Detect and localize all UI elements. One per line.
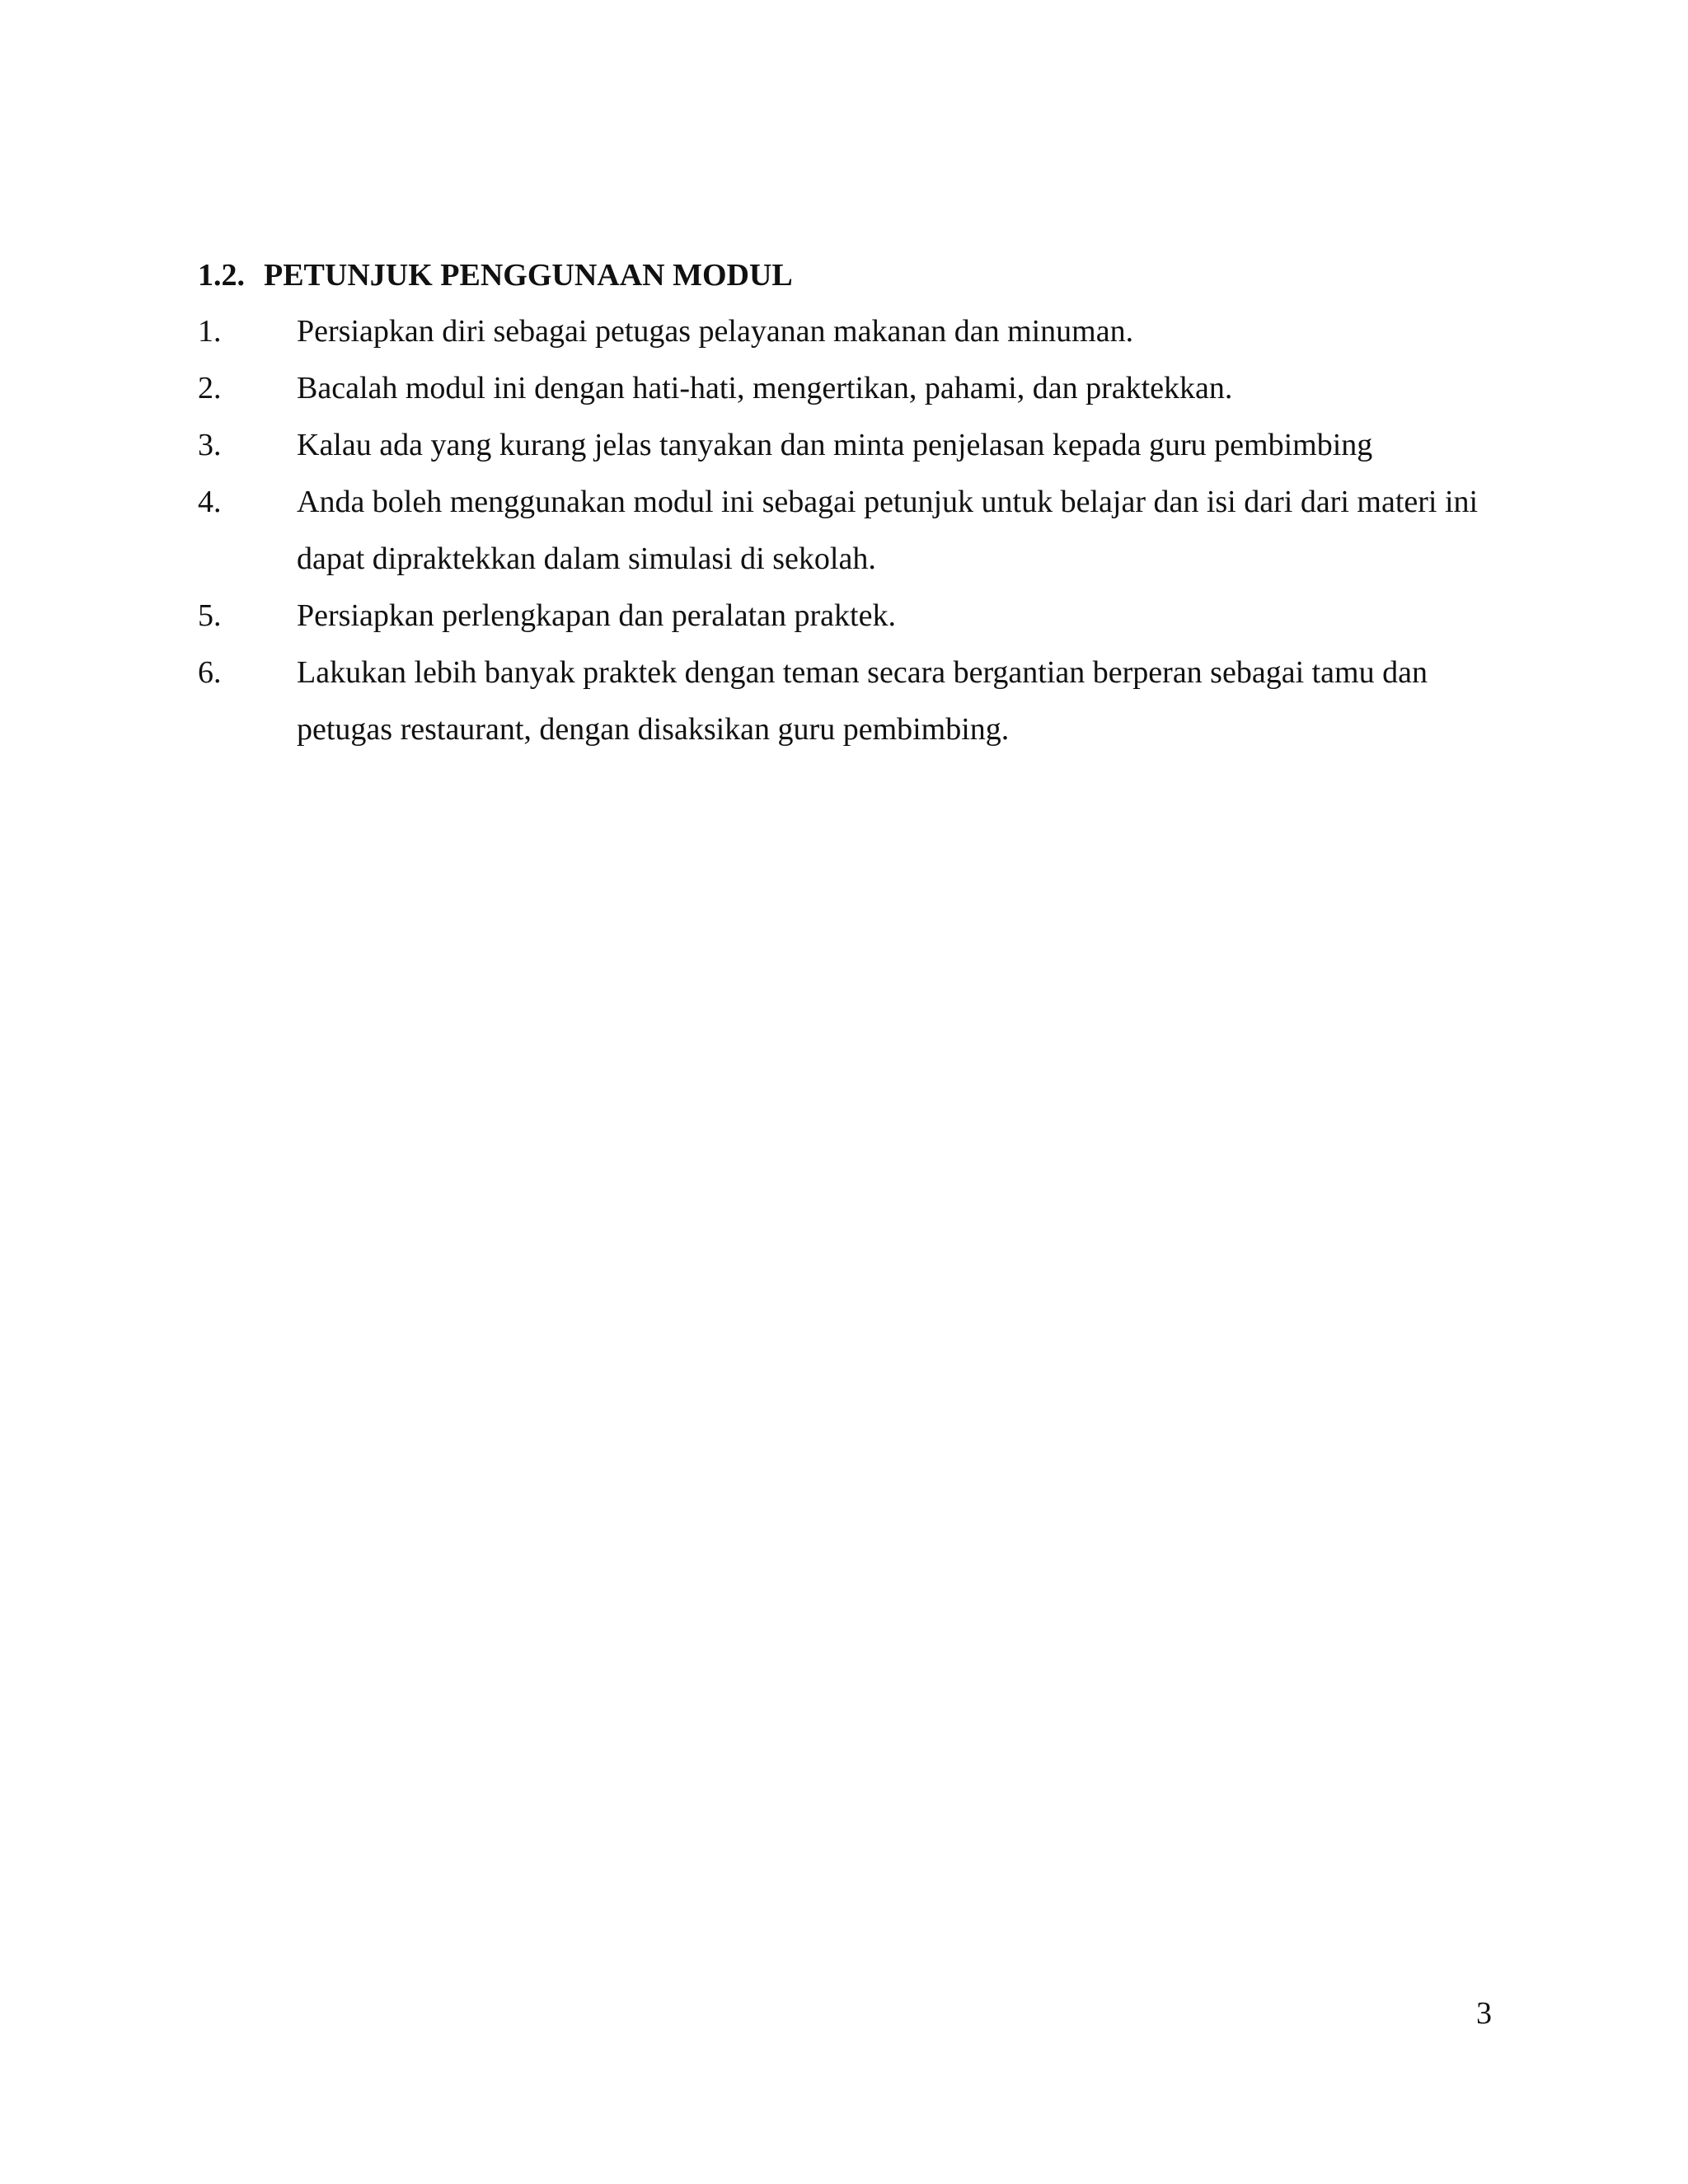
section-heading (198, 247, 1484, 303)
list-item-number: 3. (198, 428, 222, 462)
list-item (198, 360, 1484, 417)
list-item-number: 6. (198, 655, 222, 690)
list-item (198, 644, 1484, 758)
list-item-text: Bacalah modul ini dengan hati-hati, mengertikan, pahami, dan praktekkan. (297, 371, 1233, 405)
section-title: PETUNJUK PENGGUNAAN MODUL (264, 258, 793, 293)
list-item-text: Lakukan lebih banyak praktek dengan teman secara bergantian berperan sebagai tamu dan petugas restaurant, dengan disaksikan guru pembimbing. (297, 655, 1428, 747)
list-item-number: 4. (198, 485, 222, 519)
list-item (198, 303, 1484, 360)
list-item (198, 417, 1484, 474)
page-content (198, 247, 1484, 758)
list-item (198, 474, 1484, 588)
list-item-text: Kalau ada yang kurang jelas tanyakan dan minta penjelasan kepada guru pembimbing (297, 428, 1373, 462)
list-item-text: Anda boleh menggunakan modul ini sebagai petunjuk untuk belajar dan isi dari dari materi ini dapat dipraktekkan dalam simulasi di sekolah. (297, 485, 1479, 576)
list-item-number: 5. (198, 598, 222, 633)
list-item-number: 2. (198, 371, 222, 405)
list-item (198, 588, 1484, 644)
page-number: 3 (1476, 1996, 1492, 2031)
list-item-text: Persiapkan diri sebagai petugas pelayanan makanan dan minuman. (297, 314, 1134, 349)
instruction-list (198, 303, 1484, 758)
list-item-text: Persiapkan perlengkapan dan peralatan praktek. (297, 598, 896, 633)
list-item-number: 1. (198, 314, 222, 349)
section-number: 1.2. (198, 258, 245, 293)
